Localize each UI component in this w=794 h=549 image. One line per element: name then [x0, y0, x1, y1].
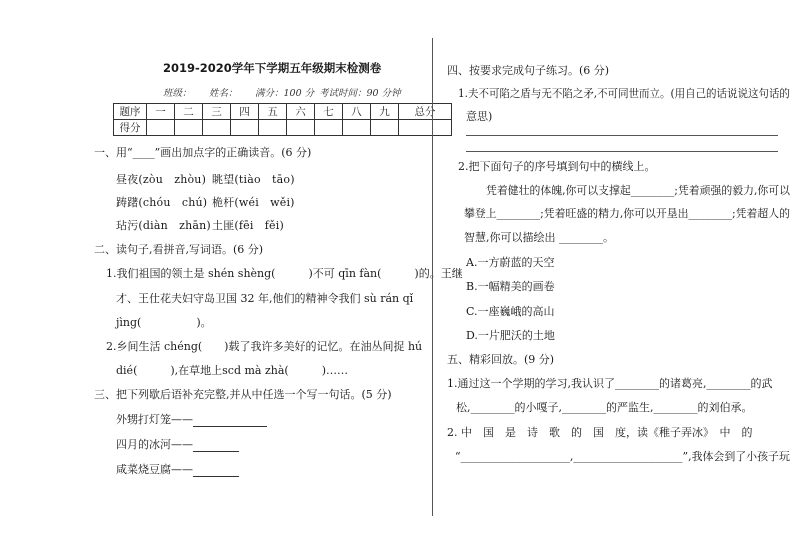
- name-label: 姓名：: [209, 88, 238, 99]
- score-cell[interactable]: [203, 120, 231, 136]
- score-cell[interactable]: [315, 120, 343, 136]
- table-cell: 七: [315, 104, 343, 120]
- score-table-score-row: [114, 120, 452, 136]
- q1-item: 玷污(diàn zhān): [116, 219, 211, 232]
- q4-s2-title: 2.把下面句子的序号填到句中的横线上。: [458, 160, 656, 173]
- q1-item: 土匪(fēi fěi): [212, 219, 284, 232]
- table-cell: 得分: [114, 120, 147, 136]
- class-label: 班级：: [163, 88, 192, 99]
- score-cell[interactable]: [259, 120, 287, 136]
- answer-blank[interactable]: [193, 465, 239, 477]
- score-cell[interactable]: [343, 120, 371, 136]
- q3-item: 外甥打灯笼——: [116, 411, 267, 427]
- q5-paragraph-line: 2. 中 国 是 诗 歌 的 国 度，读《稚子弄冰》 中 的: [447, 426, 753, 439]
- score-cell[interactable]: [287, 120, 315, 136]
- score-table: [113, 103, 452, 136]
- q4-paragraph-line: 智慧,你可以描绘出 ________。: [464, 231, 614, 244]
- full-score: 满分：100 分: [255, 88, 315, 99]
- q1-item: 桅杆(wéi wěi): [212, 196, 295, 209]
- q2-paragraph-line: 才、王仕花夫妇守岛卫国 32 年,他们的精神令我们 sù rán qǐ: [116, 292, 414, 305]
- q5-title: 五、精彩回放。(9 分): [447, 353, 555, 366]
- table-cell: 三: [203, 104, 231, 120]
- table-cell: 四: [231, 104, 259, 120]
- q4-option: D.一片肥沃的土地: [466, 329, 555, 342]
- score-cell[interactable]: [399, 120, 452, 136]
- table-cell: 一: [147, 104, 175, 120]
- q5-paragraph-line: 1.通过这一个学期的学习,我认识了________的诸葛亮,________的武: [447, 377, 773, 390]
- q4-paragraph-line: 攀登上________;凭着旺盛的精力,你可以开垦出________;凭着超人的: [464, 207, 790, 220]
- table-cell: 总分: [399, 104, 452, 120]
- q1-title: 一、用“____”画出加点字的正确读音。(6 分): [94, 146, 312, 159]
- q2-paragraph-line: jìng( )。: [116, 316, 212, 329]
- page-title: 2019-2020学年下学期五年级期末检测卷: [163, 61, 382, 75]
- q1-item: 踌躇(chóu chú): [116, 196, 208, 209]
- q2-paragraph-line: 1.我们祖国的领土是 shén shèng( )不可 qīn fàn( )的。王继: [106, 267, 463, 280]
- column-divider: [432, 38, 433, 516]
- q5-paragraph-line: “____________________,____________________”,我体会到了小孩子玩: [455, 450, 790, 463]
- answer-line[interactable]: [466, 135, 778, 136]
- score-cell[interactable]: [231, 120, 259, 136]
- q4-paragraph-line: 凭着健壮的体魄,你可以支撑起________;凭着顽强的毅力,你可以: [486, 184, 791, 197]
- q4-option: B.一幅精美的画卷: [466, 280, 555, 293]
- score-table-header-row: [114, 104, 452, 120]
- exam-time: 考试时间：90 分钟: [319, 88, 401, 99]
- answer-line[interactable]: [466, 151, 778, 152]
- table-cell: 九: [371, 104, 399, 120]
- q3-title: 三、把下列歇后语补充完整,并从中任选一个写一句话。(5 分): [94, 388, 392, 401]
- q2-title: 二、读句子,看拼音,写词语。(6 分): [94, 243, 264, 256]
- q4-title: 四、按要求完成句子练习。(6 分): [447, 64, 610, 77]
- q4-option: C.一座巍峨的高山: [466, 305, 555, 318]
- score-cell[interactable]: [175, 120, 203, 136]
- q5-paragraph-line: 松,________的小嘎子,________的严监生,________的刘伯承。: [456, 401, 753, 414]
- table-cell: 八: [343, 104, 371, 120]
- table-cell: 五: [259, 104, 287, 120]
- answer-blank[interactable]: [193, 440, 239, 452]
- q2-paragraph-line: dié( ),在草地上scd mà zhà( )……: [116, 364, 348, 377]
- q1-item: 昼夜(zòu zhòu): [116, 173, 207, 186]
- q4-sentence-line: 意思): [466, 110, 493, 123]
- q4-sentence-line: 1.夫不可陷之盾与无不陷之矛,不可同世而立。(用自己的话说说这句话的: [458, 87, 790, 100]
- table-cell: 题序: [114, 104, 147, 120]
- q4-option: A.一方蔚蓝的天空: [466, 256, 555, 269]
- q2-paragraph-line: 2.乡间生活 chéng( )载了我许多美好的记忆。在油丛间捉 hú: [106, 340, 423, 353]
- score-cell[interactable]: [147, 120, 175, 136]
- q3-item: 四月的冰河——: [116, 436, 239, 452]
- table-cell: 二: [175, 104, 203, 120]
- score-cell[interactable]: [371, 120, 399, 136]
- answer-blank[interactable]: [193, 415, 267, 427]
- table-cell: 六: [287, 104, 315, 120]
- q3-item: 咸菜烧豆腐——: [116, 461, 239, 477]
- q1-item: 眺望(tiào tāo): [212, 173, 295, 186]
